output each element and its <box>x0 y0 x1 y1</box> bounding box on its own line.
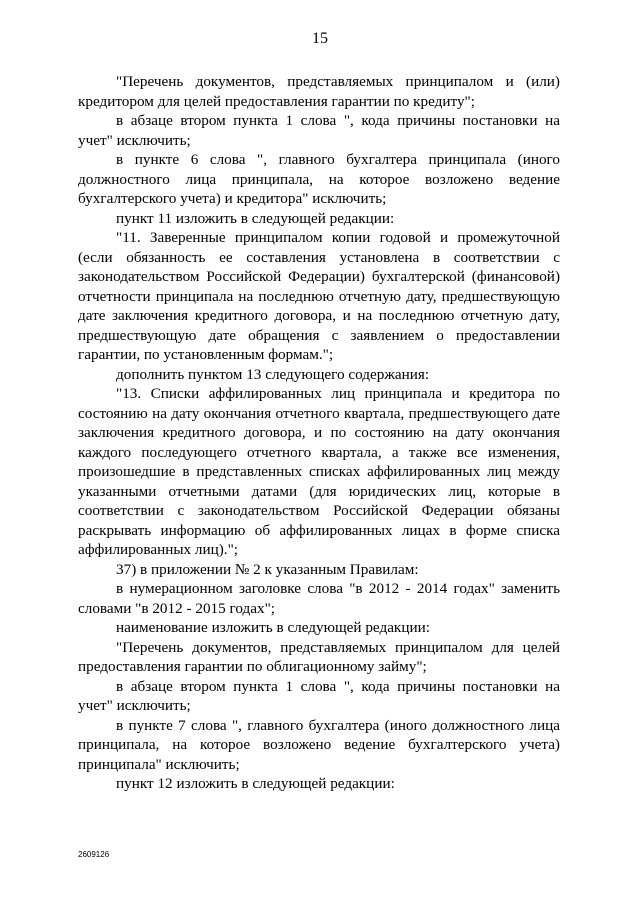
paragraph: в пункте 6 слова ", главного бухгалтера принципала (иного должностного лица принципала, на которое возложено ведение бухгалтерского учета) и кредитора" исключить; <box>78 151 560 207</box>
paragraph: 37) в приложении № 2 к указанным Правилам: <box>116 560 419 578</box>
paragraph: наименование изложить в следующей редакции: <box>116 619 430 636</box>
paragraph: пункт 11 изложить в следующей редакции: <box>116 209 395 227</box>
document-body <box>78 72 560 794</box>
page-number: 15 <box>312 30 328 47</box>
paragraph: в абзаце втором пункта 1 слова ", кода причины постановки на учет" исключить; <box>78 677 560 714</box>
paragraph: "11. Заверенные принципалом копии годовой и промежуточной (если обязанность ее составления установлена в соответствии с законодательством Российской Федерации) бухгалтерской (финансовой) отчетности принципала на последнюю отчетную дату, предшествующую дате заключения кредитного договора, и на последнюю отчетную дату, предшествующую дате обращения с заявлением о предоставлении гарантии, по установленным формам."; <box>78 229 560 363</box>
paragraph: дополнить пунктом 13 следующего содержания: <box>116 365 430 383</box>
paragraph: в нумерационном заголовке слова "в 2012 - 2014 годах" заменить словами "в 2012 - 2015 годах"; <box>78 580 560 617</box>
document-code: 2609126 <box>78 850 110 859</box>
paragraph: "Перечень документов, представляемых принципалом и (или) кредитором для целей предоставления гарантии по кредиту"; <box>78 73 560 110</box>
paragraph: пункт 12 изложить в следующей редакции: <box>116 775 395 792</box>
paragraph: "Перечень документов, представляемых принципалом для целей предоставления гарантии по облигационному займу"; <box>78 638 560 675</box>
paragraph: "13. Списки аффилированных лиц принципала и кредитора по состоянию на дату окончания отчетного квартала, предшествующего дате заключения кредитного договора, и по состоянию на дату окончания каждого последующего отчетного квартала, а также все изменения, произошедшие в представленных списках аффилированных лиц между указанными отчетными датами (для юридических лиц, которые в соответствии с законодательством Российской Федерации обязаны раскрывать информацию об аффилированных лицах в форме списка аффилированных лиц)."; <box>78 385 560 558</box>
paragraph: в абзаце втором пункта 1 слова ", кода причины постановки на учет" исключить; <box>78 112 560 149</box>
paragraph: в пункте 7 слова ", главного бухгалтера (иного должностного лица принципала, на которое возложено ведение бухгалтерского учета) принципала" исключить; <box>78 716 560 773</box>
